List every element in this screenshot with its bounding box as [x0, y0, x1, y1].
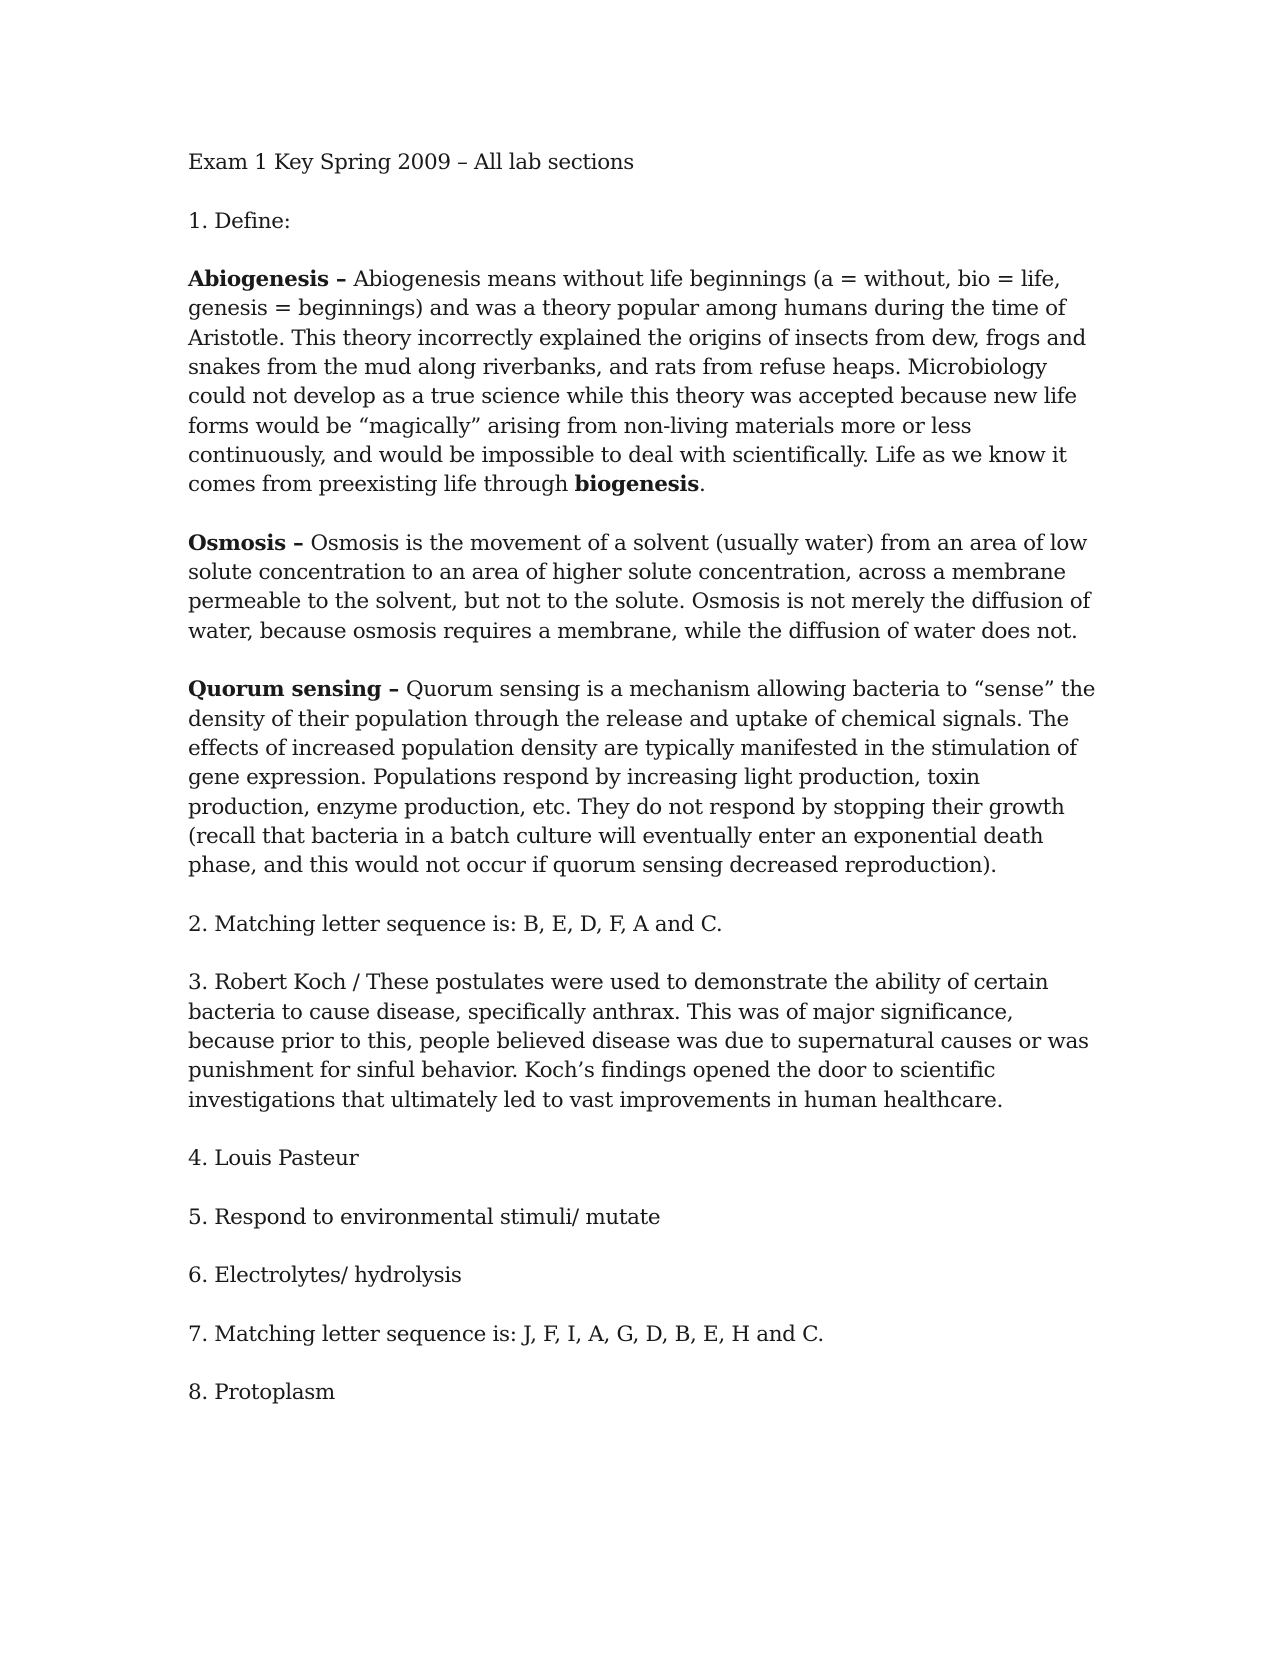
definition-text-end: . — [698, 472, 706, 498]
answer-7: 7. Matching letter sequence is: J, F, I, A, G, D, B, E, H and C. — [188, 1321, 824, 1347]
answer-3: 3. Robert Koch / These postulates were used to demonstrate the ability of certain bacteria to cause disease, specifically anthrax. This was of major significance, because prior to this, people believed disease was due to supernatural causes or was punishment for sinful behavior. Koch’s findings opened the door to scientific investigations that ultimately led to vast improvements in human healthcare. — [188, 970, 1089, 1113]
definition-quorum-sensing — [188, 675, 1098, 880]
answer-5: 5. Respond to environmental stimuli/ mutate — [188, 1204, 661, 1230]
definition-term: Quorum sensing — [188, 677, 382, 703]
definition-separator: – — [285, 530, 311, 556]
definition-bold-word: biogenesis — [574, 472, 699, 498]
answer-6: 6. Electrolytes/ hydrolysis — [188, 1263, 462, 1289]
definition-separator: – — [328, 267, 354, 293]
definition-text: Abiogenesis means without life beginnings (a = without, bio = life, genesis = beginnings) and was a theory popular among humans during the time of Aristotle. This theory incorrectly explained the origins of insects from dew, frogs and snakes from the mud along riverbanks, and rats from refuse heaps. Microbiology could not develop as a true science while this theory was accepted because new life forms would be “magically” arising from non-living materials more or less continuously, and would be impossible to deal with scientifically. Life as we know it comes from preexisting life through — [188, 267, 1086, 498]
answer-4: 4. Louis Pasteur — [188, 1146, 359, 1172]
document-body — [188, 148, 1098, 1437]
definition-text: Quorum sensing is a mechanism allowing bacteria to “sense” the density of their population through the release and uptake of chemical signals. The effects of increased population density are typically manifested in the stimulation of gene expression. Populations respond by increasing light production, toxin production, enzyme production, etc. They do not respond by stopping their growth (recall that bacteria in a batch culture will eventually enter an exponential death phase, and this would not occur if quorum sensing decreased reproduction). — [188, 677, 1096, 879]
definition-abiogenesis — [188, 265, 1098, 499]
answer-8: 8. Protoplasm — [188, 1380, 335, 1406]
definition-separator: – — [381, 677, 407, 703]
definition-osmosis — [188, 529, 1098, 646]
question-1-heading: 1. Define: — [188, 208, 291, 234]
definition-term: Abiogenesis — [188, 267, 329, 293]
definition-text: Osmosis is the movement of a solvent (usually water) from an area of low solute concentration to an area of higher solute concentration, across a membrane permeable to the solvent, but not to the solute. Osmosis is not merely the diffusion of water, because osmosis requires a membrane, while the diffusion of water does not. — [188, 530, 1090, 644]
answer-2: 2. Matching letter sequence is: B, E, D, F, A and C. — [188, 911, 723, 937]
document-title: Exam 1 Key Spring 2009 – All lab sections — [188, 150, 634, 175]
definition-term: Osmosis — [188, 530, 286, 556]
